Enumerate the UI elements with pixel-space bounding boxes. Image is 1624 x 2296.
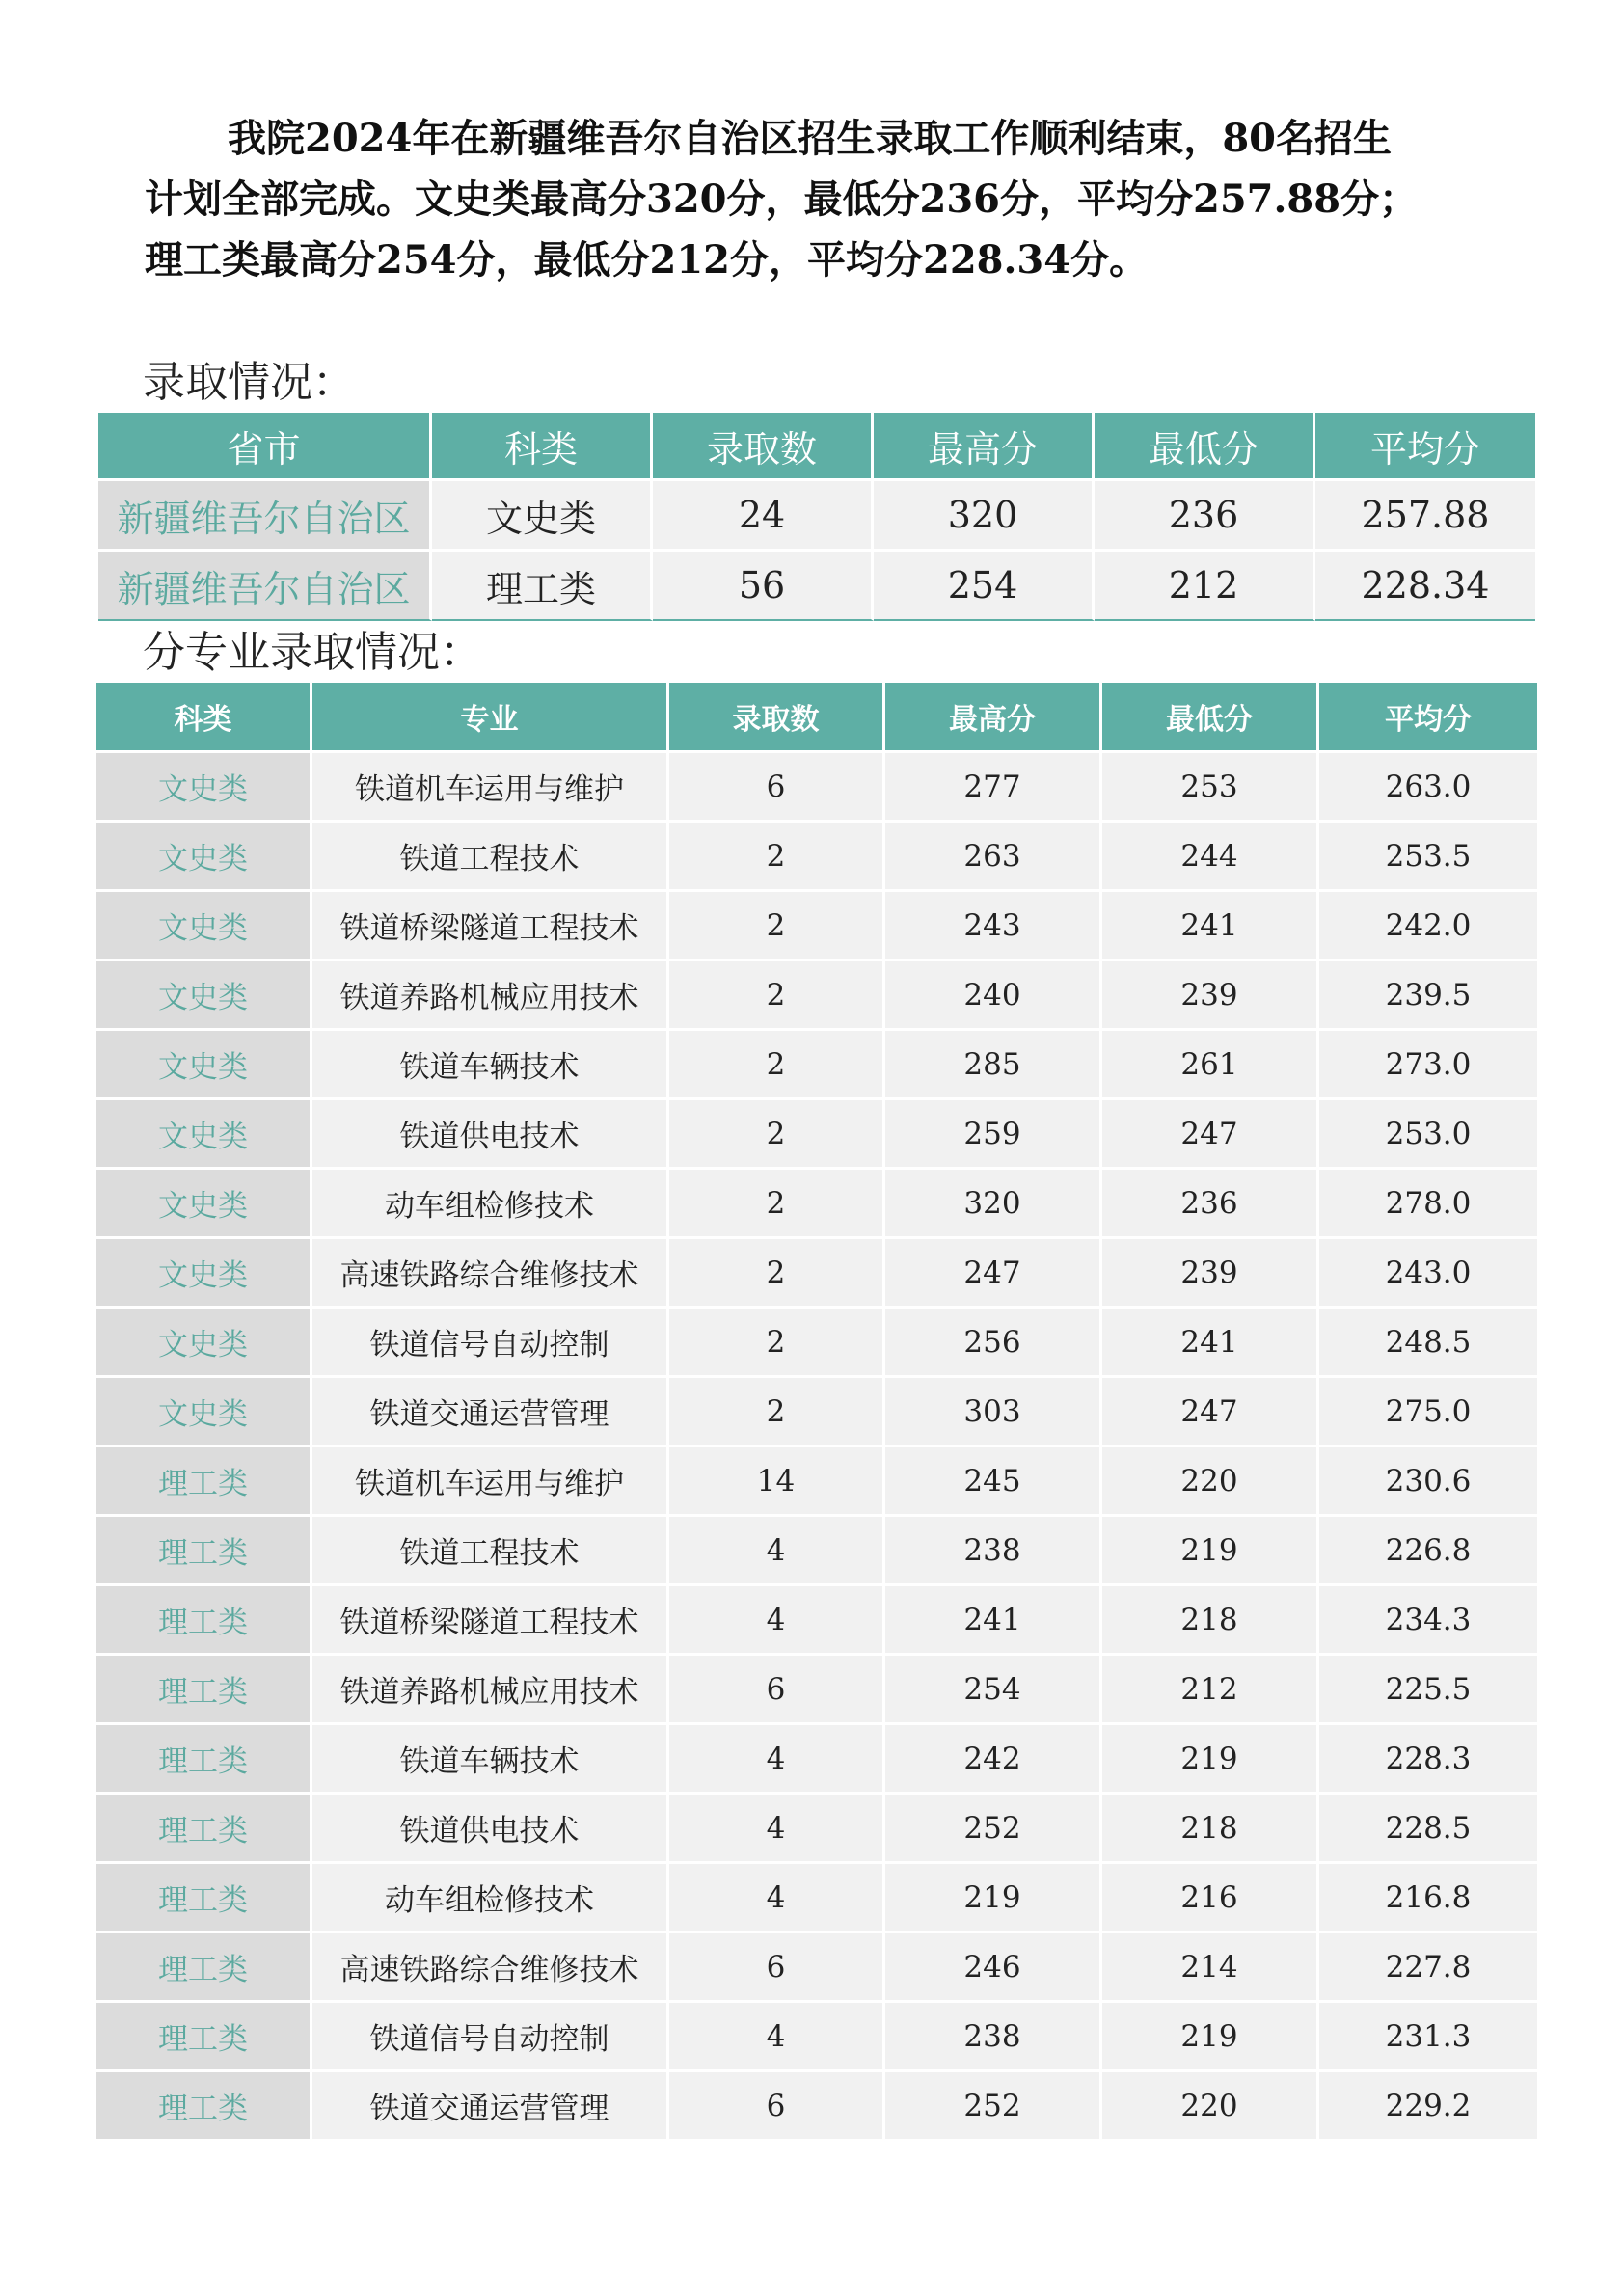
category-cell: 文史类 xyxy=(96,1306,312,1375)
summary-header-max: 最高分 xyxy=(874,413,1095,478)
summary-header-row xyxy=(98,413,1535,478)
min-score-cell: 247 xyxy=(1102,1375,1319,1445)
category-cell: 理工类 xyxy=(96,1445,312,1514)
major-cell: 铁道工程技术 xyxy=(312,1514,669,1583)
summary-table xyxy=(98,413,1535,621)
major-cell: 动车组检修技术 xyxy=(312,1861,669,1931)
min-score-cell: 261 xyxy=(1102,1028,1319,1097)
detail-header-admitted: 录取数 xyxy=(669,683,885,750)
detail-header-max: 最高分 xyxy=(885,683,1102,750)
summary-heading: 录取情况： xyxy=(143,358,355,407)
category-cell: 理工类 xyxy=(96,2069,312,2139)
max-score-cell: 320 xyxy=(885,1167,1102,1236)
min-score-cell: 218 xyxy=(1102,1792,1319,1861)
min-score-cell: 239 xyxy=(1102,959,1319,1028)
avg-score-cell: 226.8 xyxy=(1319,1514,1537,1583)
avg-score-cell: 225.5 xyxy=(1319,1653,1537,1722)
intro-line-1: 我院2024年在新疆维吾尔自治区招生录取工作顺利结束，80名招生 xyxy=(228,116,1392,161)
avg-score-cell: 229.2 xyxy=(1319,2069,1537,2139)
max-score-cell: 242 xyxy=(885,1722,1102,1792)
table-row xyxy=(96,1653,1537,1722)
avg-score-cell: 231.3 xyxy=(1319,2000,1537,2069)
table-row xyxy=(96,1931,1537,2000)
admitted-cell: 4 xyxy=(669,1722,885,1792)
major-cell: 铁道养路机械应用技术 xyxy=(312,1653,669,1722)
major-cell: 铁道供电技术 xyxy=(312,1792,669,1861)
admitted-cell: 4 xyxy=(669,1861,885,1931)
avg-score-cell: 239.5 xyxy=(1319,959,1537,1028)
min-score-cell: 219 xyxy=(1102,2000,1319,2069)
admitted-cell: 2 xyxy=(669,820,885,889)
table-row xyxy=(96,2069,1537,2139)
max-score-cell: 303 xyxy=(885,1375,1102,1445)
max-score-cell: 259 xyxy=(885,1097,1102,1167)
max-score-cell: 245 xyxy=(885,1445,1102,1514)
avg-score-cell: 248.5 xyxy=(1319,1306,1537,1375)
avg-score-cell: 228.5 xyxy=(1319,1792,1537,1861)
province-cell: 新疆维吾尔自治区 xyxy=(98,549,432,621)
max-score-cell: 285 xyxy=(885,1028,1102,1097)
category-cell: 文史类 xyxy=(96,959,312,1028)
table-row xyxy=(96,959,1537,1028)
category-cell: 文史类 xyxy=(96,1028,312,1097)
major-cell: 铁道供电技术 xyxy=(312,1097,669,1167)
detail-header-min: 最低分 xyxy=(1102,683,1319,750)
intro-line-2: 计划全部完成。文史类最高分320分，最低分236分，平均分257.88分； xyxy=(145,176,1419,222)
table-row xyxy=(96,1097,1537,1167)
avg-score-cell: 216.8 xyxy=(1319,1861,1537,1931)
major-cell: 铁道交通运营管理 xyxy=(312,2069,669,2139)
category-cell: 文史类 xyxy=(432,478,653,549)
max-score-cell: 254 xyxy=(885,1653,1102,1722)
table-row xyxy=(96,1583,1537,1653)
min-score-cell: 241 xyxy=(1102,889,1319,959)
major-cell: 动车组检修技术 xyxy=(312,1167,669,1236)
avg-score-cell: 275.0 xyxy=(1319,1375,1537,1445)
summary-header-province: 省市 xyxy=(98,413,432,478)
major-cell: 铁道车辆技术 xyxy=(312,1028,669,1097)
table-row xyxy=(96,1792,1537,1861)
avg-score-cell: 257.88 xyxy=(1315,478,1535,549)
avg-score-cell: 242.0 xyxy=(1319,889,1537,959)
avg-score-cell: 230.6 xyxy=(1319,1445,1537,1514)
admitted-cell: 6 xyxy=(669,1653,885,1722)
min-score-cell: 220 xyxy=(1102,1445,1319,1514)
major-cell: 高速铁路综合维修技术 xyxy=(312,1236,669,1306)
admitted-cell: 6 xyxy=(669,2069,885,2139)
table-row xyxy=(96,889,1537,959)
table-row xyxy=(98,549,1535,621)
min-score-cell: 212 xyxy=(1095,549,1315,621)
min-score-cell: 220 xyxy=(1102,2069,1319,2139)
detail-header-row xyxy=(96,683,1537,750)
major-cell: 铁道信号自动控制 xyxy=(312,1306,669,1375)
category-cell: 理工类 xyxy=(96,1583,312,1653)
admitted-cell: 14 xyxy=(669,1445,885,1514)
max-score-cell: 240 xyxy=(885,959,1102,1028)
admitted-cell: 2 xyxy=(669,1375,885,1445)
avg-score-cell: 234.3 xyxy=(1319,1583,1537,1653)
avg-score-cell: 227.8 xyxy=(1319,1931,1537,2000)
detail-table xyxy=(96,683,1537,2139)
detail-header-category: 科类 xyxy=(96,683,312,750)
min-score-cell: 214 xyxy=(1102,1931,1319,2000)
min-score-cell: 236 xyxy=(1102,1167,1319,1236)
category-cell: 理工类 xyxy=(96,1653,312,1722)
admitted-cell: 2 xyxy=(669,1167,885,1236)
table-row xyxy=(96,1445,1537,1514)
admitted-cell: 6 xyxy=(669,750,885,820)
admitted-cell: 2 xyxy=(669,959,885,1028)
max-score-cell: 252 xyxy=(885,2069,1102,2139)
major-cell: 铁道桥梁隧道工程技术 xyxy=(312,889,669,959)
max-score-cell: 247 xyxy=(885,1236,1102,1306)
admitted-cell: 2 xyxy=(669,1306,885,1375)
admitted-cell: 2 xyxy=(669,1028,885,1097)
admitted-cell: 2 xyxy=(669,1236,885,1306)
major-cell: 铁道车辆技术 xyxy=(312,1722,669,1792)
major-cell: 铁道机车运用与维护 xyxy=(312,750,669,820)
max-score-cell: 256 xyxy=(885,1306,1102,1375)
avg-score-cell: 253.0 xyxy=(1319,1097,1537,1167)
admitted-cell: 4 xyxy=(669,1792,885,1861)
major-cell: 铁道交通运营管理 xyxy=(312,1375,669,1445)
category-cell: 理工类 xyxy=(96,2000,312,2069)
major-cell: 高速铁路综合维修技术 xyxy=(312,1931,669,2000)
min-score-cell: 244 xyxy=(1102,820,1319,889)
table-row xyxy=(96,1514,1537,1583)
table-row xyxy=(96,1722,1537,1792)
min-score-cell: 219 xyxy=(1102,1514,1319,1583)
category-cell: 理工类 xyxy=(432,549,653,621)
category-cell: 文史类 xyxy=(96,889,312,959)
max-score-cell: 238 xyxy=(885,1514,1102,1583)
avg-score-cell: 228.34 xyxy=(1315,549,1535,621)
major-cell: 铁道养路机械应用技术 xyxy=(312,959,669,1028)
max-score-cell: 277 xyxy=(885,750,1102,820)
table-row xyxy=(96,820,1537,889)
max-score-cell: 252 xyxy=(885,1792,1102,1861)
major-cell: 铁道工程技术 xyxy=(312,820,669,889)
avg-score-cell: 278.0 xyxy=(1319,1167,1537,1236)
category-cell: 文史类 xyxy=(96,1167,312,1236)
category-cell: 文史类 xyxy=(96,820,312,889)
min-score-cell: 219 xyxy=(1102,1722,1319,1792)
detail-header-avg: 平均分 xyxy=(1319,683,1537,750)
summary-header-min: 最低分 xyxy=(1095,413,1315,478)
category-cell: 文史类 xyxy=(96,1097,312,1167)
detail-header-major: 专业 xyxy=(312,683,669,750)
avg-score-cell: 263.0 xyxy=(1319,750,1537,820)
table-row xyxy=(96,1236,1537,1306)
min-score-cell: 241 xyxy=(1102,1306,1319,1375)
min-score-cell: 212 xyxy=(1102,1653,1319,1722)
category-cell: 理工类 xyxy=(96,1931,312,2000)
admitted-cell: 4 xyxy=(669,2000,885,2069)
max-score-cell: 263 xyxy=(885,820,1102,889)
admitted-cell: 2 xyxy=(669,1097,885,1167)
table-row xyxy=(96,1028,1537,1097)
major-cell: 铁道信号自动控制 xyxy=(312,2000,669,2069)
min-score-cell: 253 xyxy=(1102,750,1319,820)
table-row xyxy=(96,1861,1537,1931)
intro-line-3: 理工类最高分254分，最低分212分，平均分228.34分。 xyxy=(145,237,1149,283)
admitted-cell: 24 xyxy=(653,478,874,549)
avg-score-cell: 273.0 xyxy=(1319,1028,1537,1097)
province-cell: 新疆维吾尔自治区 xyxy=(98,478,432,549)
category-cell: 理工类 xyxy=(96,1861,312,1931)
max-score-cell: 243 xyxy=(885,889,1102,959)
category-cell: 文史类 xyxy=(96,1236,312,1306)
category-cell: 理工类 xyxy=(96,1792,312,1861)
detail-heading: 分专业录取情况： xyxy=(143,628,482,677)
category-cell: 文史类 xyxy=(96,750,312,820)
max-score-cell: 241 xyxy=(885,1583,1102,1653)
table-row xyxy=(98,478,1535,549)
admitted-cell: 4 xyxy=(669,1514,885,1583)
table-row xyxy=(96,2000,1537,2069)
max-score-cell: 320 xyxy=(874,478,1095,549)
avg-score-cell: 243.0 xyxy=(1319,1236,1537,1306)
max-score-cell: 254 xyxy=(874,549,1095,621)
min-score-cell: 247 xyxy=(1102,1097,1319,1167)
min-score-cell: 216 xyxy=(1102,1861,1319,1931)
table-row xyxy=(96,1375,1537,1445)
category-cell: 文史类 xyxy=(96,1375,312,1445)
avg-score-cell: 253.5 xyxy=(1319,820,1537,889)
major-cell: 铁道机车运用与维护 xyxy=(312,1445,669,1514)
category-cell: 理工类 xyxy=(96,1722,312,1792)
summary-header-avg: 平均分 xyxy=(1315,413,1535,478)
max-score-cell: 219 xyxy=(885,1861,1102,1931)
intro-paragraph xyxy=(145,108,1495,290)
summary-header-category: 科类 xyxy=(432,413,653,478)
major-cell: 铁道桥梁隧道工程技术 xyxy=(312,1583,669,1653)
avg-score-cell: 228.3 xyxy=(1319,1722,1537,1792)
table-row xyxy=(96,1167,1537,1236)
table-row xyxy=(96,1306,1537,1375)
admitted-cell: 2 xyxy=(669,889,885,959)
category-cell: 理工类 xyxy=(96,1514,312,1583)
summary-header-admitted: 录取数 xyxy=(653,413,874,478)
min-score-cell: 236 xyxy=(1095,478,1315,549)
admitted-cell: 4 xyxy=(669,1583,885,1653)
admitted-cell: 6 xyxy=(669,1931,885,2000)
admitted-cell: 56 xyxy=(653,549,874,621)
max-score-cell: 246 xyxy=(885,1931,1102,2000)
table-row xyxy=(96,750,1537,820)
min-score-cell: 239 xyxy=(1102,1236,1319,1306)
max-score-cell: 238 xyxy=(885,2000,1102,2069)
min-score-cell: 218 xyxy=(1102,1583,1319,1653)
